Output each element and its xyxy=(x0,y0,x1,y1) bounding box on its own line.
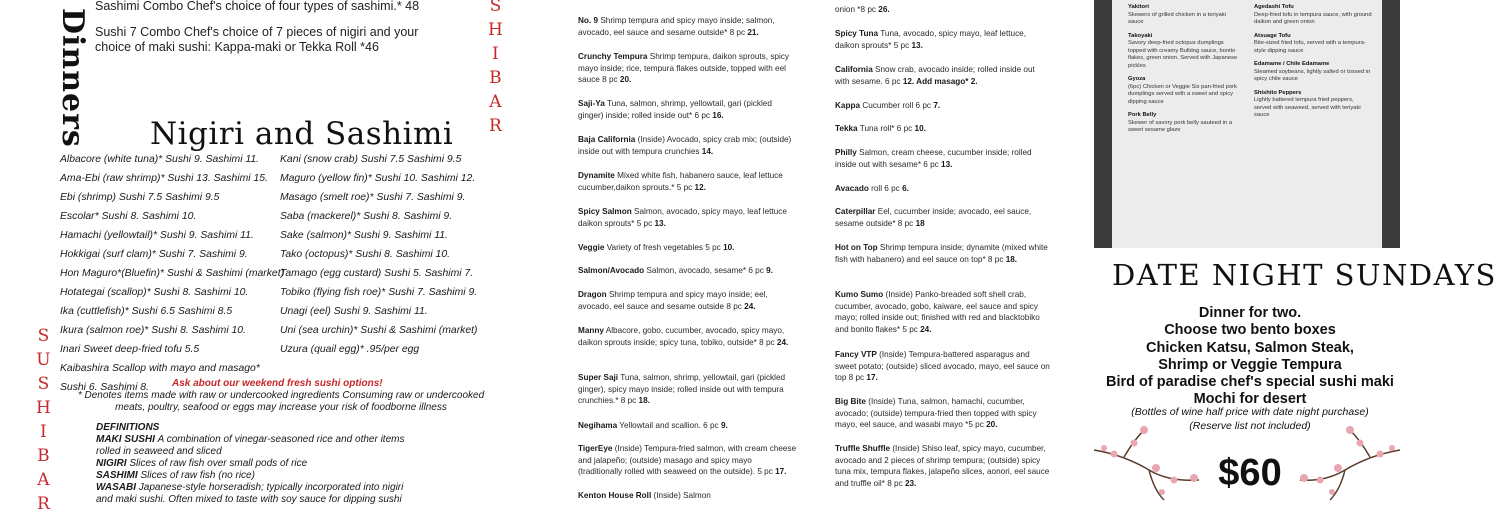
roll-price: 26. xyxy=(878,5,890,14)
roll-name: Dynamite xyxy=(578,171,615,180)
roll-desc: (Inside) Tempura-battered asparagus and sweet potato; (outside) sliced avocado, mayo, eel sauce on top 8 pc xyxy=(835,350,1050,382)
sushibar-vertical-bottom xyxy=(36,328,51,520)
appetizer-panel xyxy=(1094,0,1400,248)
appetizer-name: Takoyaki xyxy=(1128,32,1153,39)
appetizer-desc: (6pc) Chicken or Veggie Six pan-fried pork dumplings served with a sweet and spicy dipping sauce xyxy=(1128,83,1237,105)
roll-item xyxy=(835,396,1050,431)
roll-name: Saji-Ya xyxy=(578,99,605,108)
vertical-letter: H xyxy=(488,20,503,40)
vertical-letter: A xyxy=(489,92,502,112)
roll-price: 14. xyxy=(701,146,714,156)
roll-name: California xyxy=(835,65,873,74)
appetizer-desc: Savory deep-fried octopus dumplings topped with creamy Bulldog sauce, bonito flakes, green onion. Served with Japanese pickles xyxy=(1128,40,1238,69)
roll-item xyxy=(578,206,798,229)
date-night-line: Chicken Katsu, Salmon Steak, xyxy=(1146,340,1354,356)
roll-item xyxy=(835,4,1050,16)
definition-item xyxy=(96,482,416,506)
nigiri-item: Kani (snow crab) Sushi 7.5 Sashimi 9.5 xyxy=(280,154,462,165)
roll-name: Negihama xyxy=(578,421,618,430)
roll-item xyxy=(835,242,1050,265)
nigiri-item: Tobiko (flying fish roe)* Sushi 7. Sashimi 9. xyxy=(280,287,478,298)
roll-desc: (Inside) Shiso leaf, spicy mayo, cucumber, avocado and 2 pieces of shrimp tempura; (outside) spicy tuna mix, tempura flakes, jalapeño slices, aonori, eel sauce and truffle oil* 8 pc xyxy=(835,444,1050,488)
wine-note: (Bottles of wine half price with date night purchase) xyxy=(1131,406,1369,418)
roll-price: 18. xyxy=(1005,254,1018,264)
date-night-line: Mochi for desert xyxy=(1193,391,1307,407)
roll-item xyxy=(578,443,798,478)
vertical-letter: S xyxy=(489,0,502,16)
roll-item xyxy=(578,170,798,193)
reserve-note: (Reserve list not included) xyxy=(1189,420,1311,432)
dinners-panel xyxy=(0,0,540,514)
nigiri-item: Hokkigai (surf clam)* Sushi 7. Sashimi 9. xyxy=(60,249,248,260)
roll-item xyxy=(835,349,1050,384)
roll-item xyxy=(578,289,798,312)
appetizer-name: Agedashi Tofu xyxy=(1254,4,1294,10)
appetizer-desc: Deep-fried tofu in tempura sauce, with ground daikon and green onion xyxy=(1254,11,1372,25)
appetizer-item xyxy=(1254,61,1372,84)
roll-item xyxy=(578,98,798,121)
roll-name: Salmon/Avocado xyxy=(578,266,645,275)
roll-item xyxy=(835,28,1050,51)
appetizer-item xyxy=(1254,90,1372,120)
roll-desc: Cucumber roll 6 pc xyxy=(862,101,932,110)
definition-item xyxy=(96,458,416,470)
roll-item xyxy=(578,325,798,348)
nigiri-item: Hotategai (scallop)* Sushi 8. Sashimi 10. xyxy=(60,287,249,298)
nigiri-item: Inari Sweet deep-fried tofu 5.5 xyxy=(60,344,200,355)
roll-item xyxy=(835,183,1050,195)
roll-desc: Tuna, salmon, shrimp, yellowtail, gari (pickled ginger) inside; rolled inside out* 6 pc xyxy=(578,99,772,120)
roll-desc: Shrimp tempura inside; dynamite (mixed white fish with habanero) and eel sauce on top* 8 pc xyxy=(835,243,1048,264)
roll-price: 9. xyxy=(766,266,773,275)
roll-desc: (Inside) Panko-breaded soft shell crab, cucumber, avocado, gobo, kaiware, eel sauce and spicy mayo; rolled inside out; finished with red and blacktobiko and bonito flakes* 5 pc xyxy=(835,290,1040,334)
roll-price: 10. xyxy=(914,124,926,133)
roll-desc: Albacore, gobo, cucumber, avocado, spicy mayo, daikon sprouts inside; spicy tuna, tobiko, outside* 8 pc xyxy=(578,326,785,347)
roll-desc: Tuna, salmon, shrimp, yellowtail, gari (pickled ginger), spicy mayo inside; rolled inside out with tempura crunchies.* 8 pc xyxy=(578,373,786,405)
appetizer-item xyxy=(1254,4,1372,27)
nigiri-item: Unagi (eel) Sushi 9. Sashimi 11. xyxy=(280,306,428,317)
nigiri-right-list xyxy=(280,154,477,363)
roll-desc: (Inside) Salmon xyxy=(653,491,711,500)
roll-price: 18. xyxy=(638,396,650,405)
roll-price: 6. xyxy=(902,184,909,193)
appetizer-name: Shishito Peppers xyxy=(1254,89,1302,96)
nigiri-item: Uzura (quail egg)* .95/per egg xyxy=(280,344,420,355)
nigiri-item: Ikura (salmon roe)* Sushi 8. Sashimi 10. xyxy=(60,325,246,336)
roll-name: Fancy VTP xyxy=(835,350,877,359)
date-night-line: Choose two bento boxes xyxy=(1164,322,1336,338)
definition-desc: Slices of raw fish over small pods of rice xyxy=(129,458,308,469)
roll-price: 12. Add masago* 2. xyxy=(902,76,978,86)
appetizer-desc: Skewer of savory pork belly sauteed in a sweet sesame glaze xyxy=(1128,119,1233,133)
roll-item xyxy=(835,147,1050,170)
roll-price: 18 xyxy=(915,218,925,228)
roll-name: No. 9 xyxy=(578,16,599,25)
nigiri-item: Maguro (yellow fin)* Sushi 10. Sashimi 12. xyxy=(280,173,476,184)
nigiri-item: Uni (sea urchin)* Sushi & Sashimi (market) xyxy=(280,325,478,336)
vertical-letter: I xyxy=(40,422,47,442)
roll-item xyxy=(578,420,798,432)
date-night-title: DATE NIGHT SUNDAYS xyxy=(1112,258,1497,292)
vertical-letter: S xyxy=(37,326,50,346)
nigiri-item: Tako (octopus)* Sushi 8. Sashimi 10. xyxy=(280,249,450,260)
appetizer-item xyxy=(1128,4,1240,27)
date-night-line: Dinner for two. xyxy=(1198,305,1302,321)
nigiri-item: Escolar* Sushi 8. Sashimi 10. xyxy=(60,211,197,222)
roll-desc: (Inside) Tuna, salmon, hamachi, cucumber, avocado; (outside) tempura-fried then topped with spicy mayo, eel sauce, and wasabi mayo *5 pc xyxy=(835,397,1037,429)
roll-name: Truffle Shuffle xyxy=(835,444,891,453)
nigiri-left-list xyxy=(60,154,284,401)
roll-price: 20. xyxy=(619,75,632,84)
roll-name: Avacado xyxy=(835,184,869,193)
appetizer-item xyxy=(1128,76,1240,106)
appetizer-desc: Steamed soybeans, lightly salted or tossed in spicy chile sauce xyxy=(1254,68,1371,82)
vertical-letter: B xyxy=(489,68,502,88)
roll-name: Dragon xyxy=(578,290,607,299)
dinners-title: Dinners xyxy=(55,8,90,148)
vertical-letter: I xyxy=(492,44,499,64)
sashimi-combo: Sashimi Combo Chef's choice of four types of sashimi.* 48 xyxy=(95,0,420,13)
sushibar-vertical-top xyxy=(488,0,503,142)
appetizer-left-list xyxy=(1128,4,1240,141)
roll-item xyxy=(578,134,798,157)
roll-desc: Shrimp tempura and spicy mayo inside; eel, avocado, eel sauce and sesame outside 8 pc xyxy=(578,290,768,311)
appetizer-name: Edamame / Chile Edamame xyxy=(1254,61,1330,67)
roll-name: Spicy Salmon xyxy=(578,207,632,216)
roll-price: 24. xyxy=(920,324,932,334)
roll-price: 21. xyxy=(747,27,759,37)
roll-name: Kappa xyxy=(835,101,861,110)
roll-item xyxy=(578,51,798,86)
vertical-letter: S xyxy=(37,374,50,394)
roll-name: Caterpillar xyxy=(835,207,876,216)
roll-name: Hot on Top xyxy=(835,243,878,252)
roll-price: 16. xyxy=(712,110,724,120)
vertical-letter: U xyxy=(36,350,51,370)
roll-item xyxy=(578,372,798,407)
roll-item xyxy=(578,15,798,38)
definitions xyxy=(96,422,416,506)
roll-name: TigerEye xyxy=(578,444,613,453)
roll-price: 17. xyxy=(866,373,878,382)
nigiri-item: Masago (smelt roe)* Sushi 7. Sashimi 9. xyxy=(280,192,466,203)
roll-price: 12. xyxy=(694,182,706,192)
nigiri-item: Hon Maguro*(Bluefin)* Sushi & Sashimi (market) xyxy=(60,268,285,279)
roll-name: Crunchy Tempura xyxy=(578,52,648,61)
definition-term: NIGIRI xyxy=(96,458,130,469)
roll-item xyxy=(578,490,798,502)
roll-desc: Yellowtail and scallion. 6 pc xyxy=(619,421,719,430)
nigiri-item: Ika (cuttlefish)* Sushi 6.5 Sashimi 8.5 xyxy=(60,306,233,317)
roll-price: 10. xyxy=(723,243,735,252)
roll-name: Big Bite xyxy=(835,397,866,406)
roll-item xyxy=(835,443,1050,489)
appetizer-name: Atsuage Tofu xyxy=(1254,32,1291,39)
nigiri-item: Ebi (shrimp) Sushi 7.5 Sashimi 9.5 xyxy=(60,192,220,203)
appetizer-name: Pork Belly xyxy=(1128,112,1157,118)
roll-desc: Variety of fresh vegetables 5 pc xyxy=(606,243,721,252)
definition-desc: A combination of vinegar-seasoned rice and other items rolled in seaweed and sliced xyxy=(96,434,405,457)
roll-name: Spicy Tuna xyxy=(835,29,879,38)
roll-desc: (Inside) Tempura-fried salmon, with cream cheese and jalapeño; (outside) masago and spicy mayo (traditionally rolled with seaweed on the outside). 5 pc xyxy=(578,444,797,476)
appetizer-desc: Skewers of grilled chicken in a teriyaki sauce xyxy=(1128,11,1226,25)
nigiri-title: Nigiri and Sashimi xyxy=(150,116,454,152)
nigiri-item: Ama-Ebi (raw shrimp)* Sushi 13. Sashimi 15. xyxy=(60,173,268,184)
vertical-letter: H xyxy=(36,398,51,418)
vertical-letter: R xyxy=(37,494,50,514)
roll-name: Super Saji xyxy=(578,373,619,382)
roll-price: 24. xyxy=(776,337,789,347)
nigiri-item: Sushi 6. Sashimi 8. xyxy=(60,382,149,393)
vertical-letter: B xyxy=(37,446,50,466)
date-night-line: Bird of paradise chef's special sushi maki xyxy=(1106,374,1394,390)
roll-desc: Snow crab, avocado inside; rolled inside out with sesame. 6 pc xyxy=(835,65,1035,86)
roll-name: Manny xyxy=(578,326,604,335)
definition-term: SASHIMI xyxy=(96,470,141,481)
roll-price: 24. xyxy=(744,301,756,311)
appetizer-name: Gyoza xyxy=(1128,76,1146,82)
definitions-list xyxy=(96,434,416,506)
roll-price: 17. xyxy=(775,467,787,476)
roll-price: 23. xyxy=(904,478,917,488)
roll-item xyxy=(835,64,1050,87)
roll-item xyxy=(578,242,798,254)
roll-price: 13. xyxy=(911,40,923,50)
cherry-blossom-right-icon xyxy=(1300,410,1400,500)
roll-desc: onion *8 pc xyxy=(835,5,876,14)
definition-item xyxy=(96,470,416,482)
definition-desc: Slices of raw fish (no rice) xyxy=(140,470,255,481)
roll-desc: Shrimp tempura, daikon sprouts, spicy mayo inside; rice, tempura flakes outside, topped with eel sauce 8 pc xyxy=(578,52,789,84)
roll-desc: Salmon, cream cheese, cucumber inside; rolled inside out with sesame* 6 pc xyxy=(835,148,1032,169)
appetizer-item xyxy=(1254,33,1372,56)
appetizer-right-list xyxy=(1254,4,1372,126)
nigiri-item: Kaibashira Scallop with mayo and masago* xyxy=(60,363,260,374)
roll-price: 20. xyxy=(986,420,998,429)
cherry-blossom-left-icon xyxy=(1094,410,1204,500)
roll-price: 13. xyxy=(941,159,953,169)
roll-desc: (Inside) Avocado, spicy crab mix; (outside) inside out with tempura crunchies xyxy=(578,135,792,156)
roll-desc: Eel, cucumber inside; avocado, eel sauce, sesame outside* 8 pc xyxy=(835,207,1032,228)
roll-price: 9. xyxy=(720,421,728,430)
roll-name: Veggie xyxy=(578,243,605,252)
roll-name: Tekka xyxy=(835,124,858,133)
roll-item xyxy=(835,100,1050,112)
appetizer-desc: Bite-sized fried tofu, served with a tempura-style dipping sauce xyxy=(1254,40,1366,54)
nigiri-item: Tamago (egg custard) Sushi 5. Sashimi 7. xyxy=(280,268,474,279)
roll-item xyxy=(835,123,1050,135)
roll-item xyxy=(578,265,798,277)
roll-desc: Salmon, avocado, sesame* 6 pc xyxy=(646,266,764,275)
nigiri-item: Sake (salmon)* Sushi 9. Sashimi 11. xyxy=(280,230,448,241)
roll-name: Baja California xyxy=(578,135,636,144)
roll-price: 13. xyxy=(654,218,666,228)
roll-desc: Shrimp tempura and spicy mayo inside; salmon, avocado, eel sauce and sesame outside* 8 pc xyxy=(578,16,775,37)
roll-desc: Tuna roll* 6 pc xyxy=(859,124,913,133)
nigiri-item: Albacore (white tuna)* Sushi 9. Sashimi 11. xyxy=(60,154,260,165)
raw-warning: * Denotes items made with raw or undercooked ingredients Consuming raw or undercooked meats, poultry, seafood or eggs may increase your risk of foodborne illness xyxy=(77,390,485,413)
roll-item xyxy=(835,289,1050,335)
definition-item xyxy=(96,434,416,458)
definition-term: MAKI SUSHI xyxy=(96,434,158,445)
definition-term: WASABI xyxy=(96,482,139,493)
roll-desc: roll 6 pc xyxy=(871,184,900,193)
roll-name: Philly xyxy=(835,148,857,157)
appetizer-name: Yakitori xyxy=(1128,4,1149,10)
definition-desc: Japanese-style horseradish; typically incorporated into nigiri and maki sushi. Often mixed to taste with soy sauce for dipping sushi xyxy=(96,482,404,505)
definitions-title: DEFINITIONS xyxy=(96,422,160,433)
roll-desc: Tuna, avocado, spicy mayo, leaf lettuce, daikon sprouts* 5 pc xyxy=(835,29,1027,50)
weekend-options-note: Ask about our weekend fresh sushi options! xyxy=(172,378,383,389)
date-night-price: $60 xyxy=(1218,452,1282,494)
nigiri-item: Hamachi (yellowtail)* Sushi 9. Sashimi 11. xyxy=(60,230,254,241)
date-night-line: Shrimp or Veggie Tempura xyxy=(1158,357,1342,373)
roll-item xyxy=(835,206,1050,229)
appetizer-item xyxy=(1128,112,1240,135)
roll-name: Kumo Sumo xyxy=(835,290,884,299)
nigiri-item: Saba (mackerel)* Sushi 8. Sashimi 9. xyxy=(280,211,453,222)
vertical-letter: A xyxy=(37,470,50,490)
roll-desc: Mixed white fish, habanero sauce, leaf lettuce cucumber,daikon sprouts.* 5 pc xyxy=(578,171,783,192)
appetizer-desc: Lightly battered tempura fried peppers, served with seaweed, served with teriyaki sauce xyxy=(1254,97,1361,118)
sushi-7-combo: Sushi 7 Combo Chef's choice of 7 pieces of nigiri and your choice of maki sushi: Kappa-maki or Tekka Roll *46 xyxy=(95,25,419,54)
appetizer-card xyxy=(1112,0,1382,248)
roll-name: Kenton House Roll xyxy=(578,491,652,500)
vertical-letter: R xyxy=(489,116,502,136)
appetizer-item xyxy=(1128,33,1240,71)
roll-price: 7. xyxy=(933,101,941,110)
roll-desc: Salmon, avocado, spicy mayo, leaf lettuce daikon sprouts* 5 pc xyxy=(578,207,787,228)
